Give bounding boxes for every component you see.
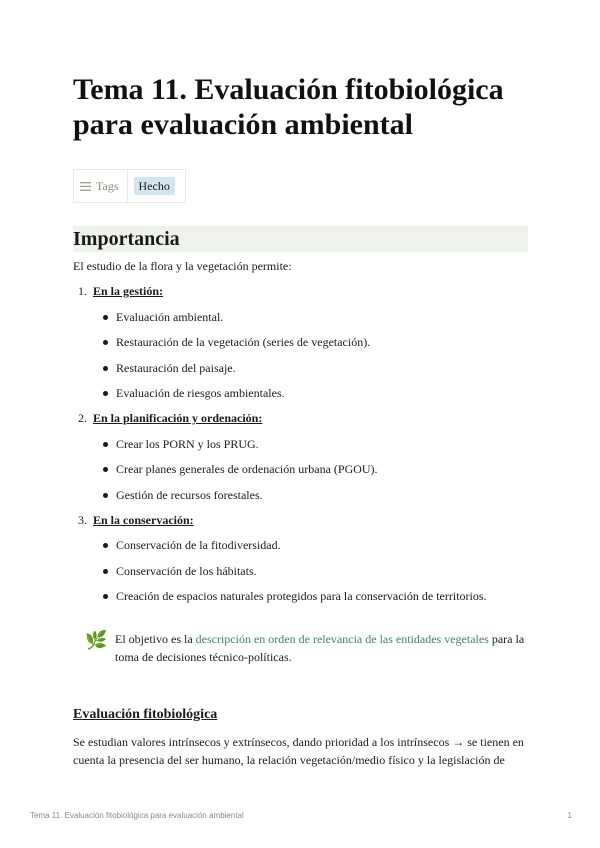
list-icon	[80, 182, 91, 191]
section-heading: Importancia	[73, 226, 528, 252]
numbered-item: 3. En la conservación:	[78, 513, 194, 527]
callout-text: El objetivo es la descripción en orden de relevancia de las entidades vegetales para la toma de decisiones técnico-políticas.	[115, 632, 525, 664]
list-item: Creación de espacios naturales protegidos para la conservación de territorios.	[103, 589, 487, 604]
callout-highlight: descripción en orden de relevancia de las entidades vegetales	[195, 632, 489, 646]
subsection-paragraph: Se estudian valores intrínsecos y extrínsecos, dando prioridad a los intrínsecos → se tienen en cuenta la presencia del ser humano, la relación vegetación/medio físico y la legislación de	[73, 735, 524, 767]
numbered-item-label: En la planificación y ordenación:	[93, 411, 263, 425]
herb-icon: 🌿	[85, 630, 108, 650]
list-item: Restauración del paisaje.	[103, 361, 236, 376]
list-item: Restauración de la vegetación (series de vegetación).	[103, 335, 370, 350]
numbered-item-label: En la conservación:	[93, 513, 194, 527]
intro-text: El estudio de la flora y la vegetación permite:	[73, 259, 292, 273]
list-item: Conservación de la fitodiversidad.	[103, 538, 281, 553]
list-item: Crear planes generales de ordenación urbana (PGOU).	[103, 462, 378, 477]
properties-row	[73, 169, 186, 203]
list-item: Gestión de recursos forestales.	[103, 488, 263, 503]
list-item: Conservación de los hábitats.	[103, 564, 257, 579]
footer-title: Tema 11. Evaluación fitobiológica para evaluación ambiental	[30, 811, 244, 820]
numbered-item-label: En la gestión:	[93, 284, 164, 298]
tags-property-label: Tags	[74, 170, 128, 202]
numbered-item: 1. En la gestión:	[78, 284, 164, 298]
numbered-item: 2. En la planificación y ordenación:	[78, 411, 263, 425]
page-number: 1	[567, 811, 572, 820]
tag-badge[interactable]: Hecho	[134, 177, 175, 195]
list-item: Evaluación ambiental.	[103, 310, 223, 325]
callout	[85, 630, 528, 666]
subsection-heading: Evaluación fitobiológica	[73, 707, 218, 722]
page-title: Tema 11. Evaluación fitobiológica para evaluación ambiental	[73, 73, 504, 141]
list-item: Crear los PORN y los PRUG.	[103, 437, 259, 452]
list-item: Evaluación de riesgos ambientales.	[103, 386, 285, 401]
